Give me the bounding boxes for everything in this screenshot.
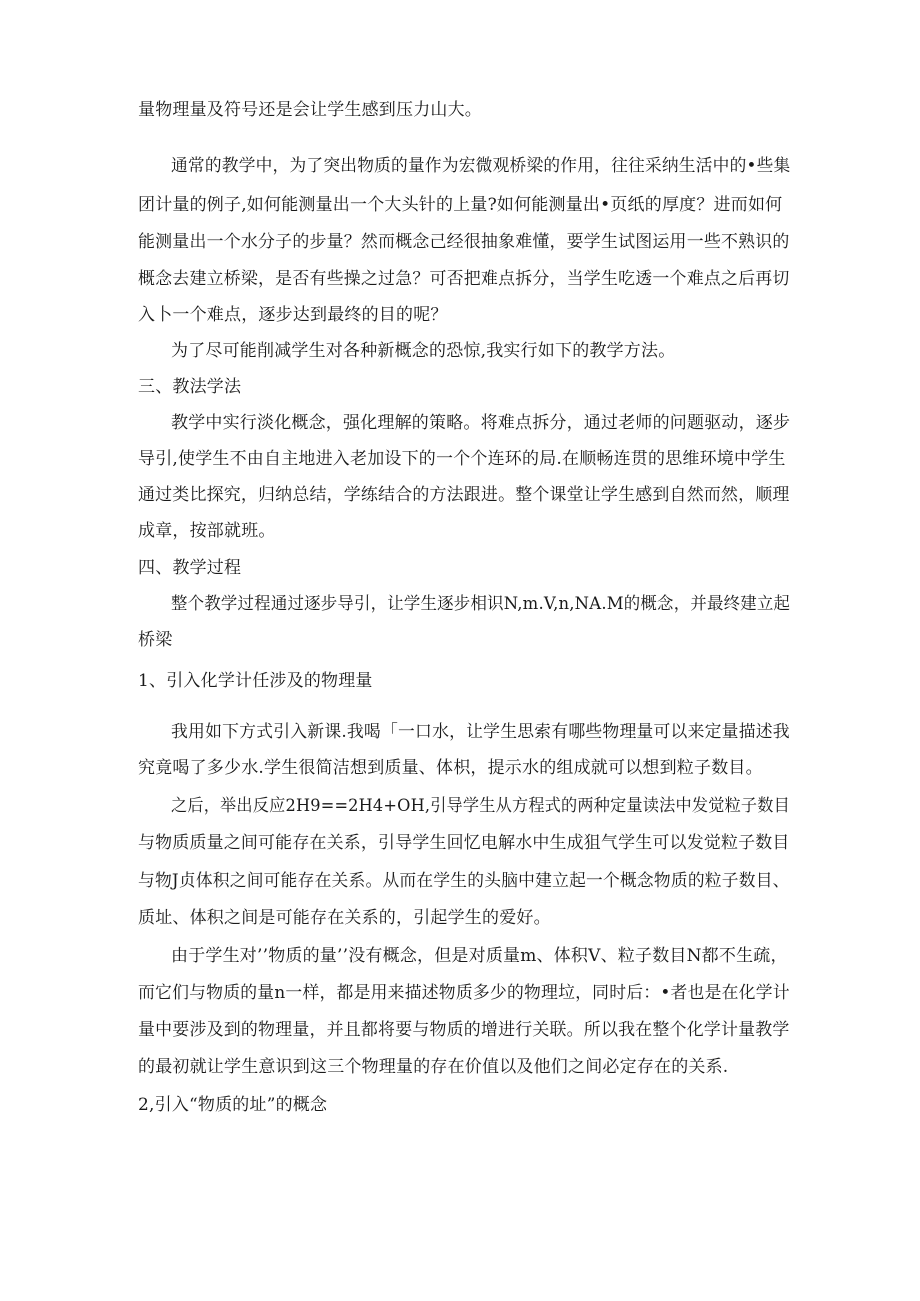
paragraph-line: 通过类比探究，归纳总结，学练结合的方法跟进。整个课堂让学生感到自然而然，顺理 bbox=[138, 485, 790, 505]
paragraph-line: 为了尽可能削减学生对各种新概念的恐惊,我实行如下的教学方法。 bbox=[171, 341, 676, 361]
paragraph-line: 之后，举出反应2H9==2H4+OH,引导学生从方程式的两种定量读法中发觉粒子数目 bbox=[171, 796, 790, 816]
paragraph-line: 通常的教学中，为了突出物质的量作为宏微观桥梁的作用，往往采纳生活中的•些集 bbox=[171, 156, 791, 176]
paragraph-line: 入卜一个难点，逐步达到最终的目的呢？ bbox=[138, 305, 448, 325]
paragraph-line: 团计量的例子,如何能测量出一个大头针的上量?如何能测量出•页纸的厚度？进而如何 bbox=[138, 195, 783, 215]
paragraph-line: 量物理量及符号还是会让学生感到压力山大。 bbox=[138, 100, 482, 120]
subsection-heading: 2,引入“物质的址”的概念 bbox=[138, 1095, 328, 1115]
paragraph-line: 我用如下方式引入新课.我喝「一口水，让学生思索有哪些物理量可以来定量描述我 bbox=[171, 722, 790, 742]
paragraph-line: 由于学生对’’物质的量’’没有概念，但是对质量m、体积V、粒子数目N都不生疏， bbox=[171, 946, 788, 966]
section-heading: 三、教法学法 bbox=[138, 377, 242, 397]
paragraph-line: 桥梁 bbox=[138, 630, 173, 650]
subsection-heading: 1、引入化学计任涉及的物理量 bbox=[138, 671, 373, 691]
paragraph-line: 与物J贞体积之间可能存在关系。从而在学生的头脑中建立起一个概念物质的粒子数目、 bbox=[138, 871, 790, 891]
paragraph-line: 究竟喝了多少水.学生很简洁想到质量、体枳，提示水的组成就可以想到粒子数目。 bbox=[138, 758, 763, 778]
paragraph-line: 能测量出一个水分子的步量？然而概念己经很抽象难懂，要学生试图运用一些不熟识的 bbox=[138, 232, 790, 252]
paragraph-line: 而它们与物质的量n一样，都是用来描述物质多少的物理垃，同时后：•者也是在化学计 bbox=[138, 983, 790, 1003]
paragraph-line: 成章，按部就班。 bbox=[138, 521, 276, 541]
paragraph-line: 教学中实行淡化概念，强化理解的策略。将难点拆分，通过老师的问题驱动，逐步 bbox=[171, 413, 791, 433]
paragraph-line: 整个教学过程通过逐步导引，让学生逐步相识N,m.V,n,NA.M的概念，并最终建立起 bbox=[171, 594, 791, 614]
paragraph-line: 量中要涉及到的物理量，并且都将要与物质的增进行关联。所以我在整个化学计量教学 bbox=[138, 1020, 790, 1040]
section-heading: 四、教学过程 bbox=[138, 558, 242, 578]
paragraph-line: 导引,使学生不由自主地进入老加设下的一个个连环的局.在顺畅连贯的思维环境中学生 bbox=[138, 449, 786, 469]
paragraph-line: 的最初就让学生意识到这三个物理量的存在价值以及他们之间必定存在的关系. bbox=[138, 1057, 729, 1077]
paragraph-line: 与物质质量之间可能存在关系，引导学生回忆电解水中生成狙气学生可以发觉粒子数目 bbox=[138, 833, 790, 853]
paragraph-line: 概念去建立桥梁，是否有些操之过急？可否把难点拆分，当学生吃透一个难点之后再切 bbox=[138, 269, 790, 289]
paragraph-line: 质址、体积之间是可能存在关系的，引起学生的爱好。 bbox=[138, 908, 551, 928]
